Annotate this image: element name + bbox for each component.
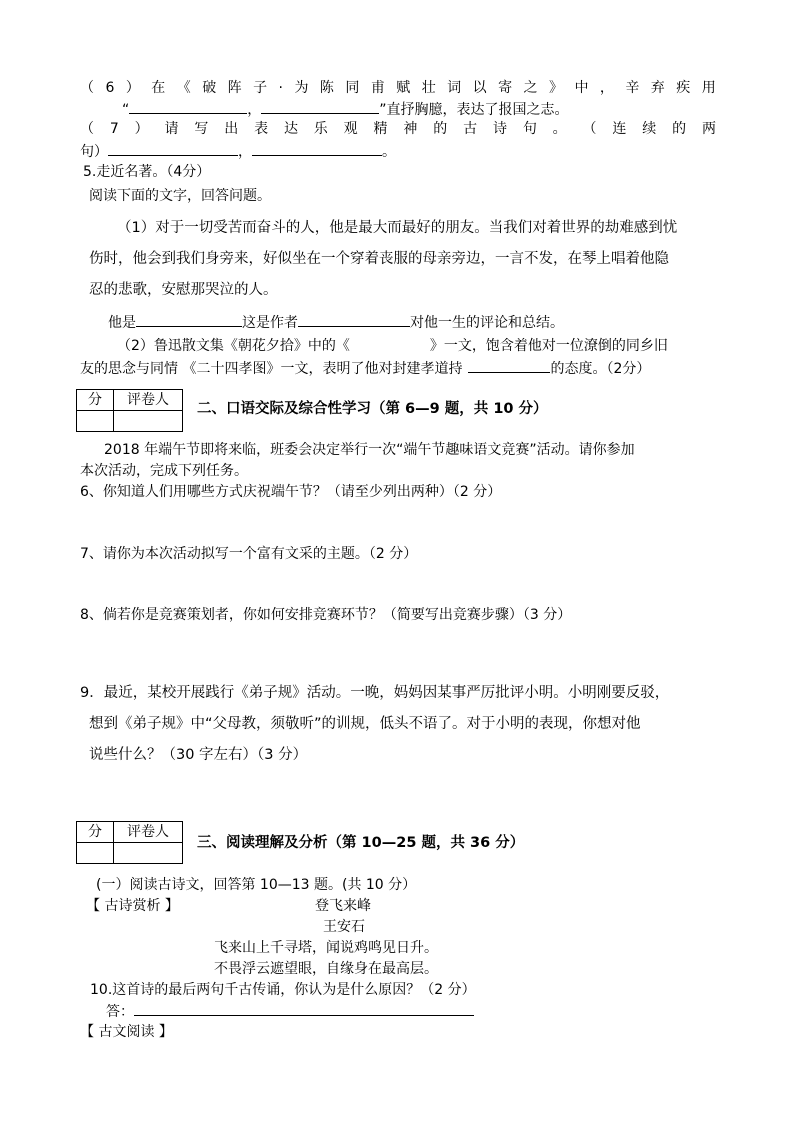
char: 7 bbox=[109, 121, 119, 137]
poem-line2: 不畏浮云遮望眼，自缘身在最高层。 bbox=[214, 961, 438, 977]
char: 》 bbox=[548, 80, 563, 96]
char: 为 bbox=[294, 80, 309, 96]
section2-intro-line1: 2018 年端午节即将来临，班委会决定举行一次“端午节趣味语文竞赛”活动。请你参加 bbox=[104, 442, 635, 458]
poem-title: 登飞来峰 bbox=[315, 898, 371, 914]
char: 连 bbox=[612, 121, 627, 137]
char: · bbox=[278, 80, 283, 96]
score-label: 分 bbox=[77, 390, 114, 411]
char: 诗 bbox=[492, 121, 507, 137]
char: 用 bbox=[701, 80, 716, 96]
grader-label: 评卷人 bbox=[114, 822, 183, 843]
score-box-section3 bbox=[76, 821, 183, 864]
char: 精 bbox=[373, 121, 388, 137]
score-cell[interactable] bbox=[77, 843, 114, 864]
char: 观 bbox=[343, 121, 358, 137]
q4-6-line2 bbox=[122, 99, 569, 120]
char: 同 bbox=[345, 80, 360, 96]
score-box-section2 bbox=[76, 389, 183, 432]
q9-line2: 想到《弟子规》中“父母教，须敬听”的训规，低头不语了。对于小明的表现，你想对他 bbox=[89, 716, 641, 732]
char: 达 bbox=[283, 121, 298, 137]
grader-cell[interactable] bbox=[114, 843, 183, 864]
char: 乐 bbox=[313, 121, 328, 137]
char: 甫 bbox=[370, 80, 385, 96]
q4-7-line1 bbox=[80, 119, 716, 139]
char: 破 bbox=[202, 80, 217, 96]
comma: ， bbox=[247, 102, 262, 118]
char: 古 bbox=[463, 121, 478, 137]
char: （ bbox=[80, 121, 94, 137]
char: ） bbox=[125, 80, 140, 96]
char: 6 bbox=[105, 80, 115, 96]
char: 中 bbox=[574, 80, 589, 96]
q5-p1-line2: 伤时，他会到我们身旁来，好似坐在一个穿着丧服的母亲旁边，一言不发，在琴上唱着他隐 bbox=[89, 251, 669, 267]
open-quote: “ bbox=[122, 102, 130, 118]
char: （ bbox=[582, 121, 597, 137]
section2-title: 二、口语交际及综合性学习（第 6—9 题，共 10 分） bbox=[197, 401, 548, 417]
char: 壮 bbox=[421, 80, 436, 96]
q10: 10.这首诗的最后两句千古传诵，你认为是什么原因？（2 分） bbox=[90, 982, 476, 998]
poem-line1: 飞来山上千寻塔，闻说鸡鸣见日升。 bbox=[214, 940, 438, 956]
char: 两 bbox=[701, 121, 716, 137]
q5-p1-line3: 忍的悲歌，安慰那哭泣的人。 bbox=[89, 282, 278, 298]
char: 续 bbox=[642, 121, 657, 137]
char: 以 bbox=[472, 80, 487, 96]
q8: 8、倘若你是竞赛策划者，你如何安排竞赛环节？（简要写出竞赛步骤）（3 分） bbox=[80, 607, 572, 623]
char: 请 bbox=[164, 121, 179, 137]
char: 词 bbox=[447, 80, 462, 96]
section2-intro-line2: 本次活动，完成下列任务。 bbox=[80, 463, 248, 479]
answer-blank[interactable] bbox=[261, 99, 379, 114]
grader-label: 评卷人 bbox=[114, 390, 183, 411]
answer-blank[interactable] bbox=[108, 141, 238, 156]
char: 弃 bbox=[650, 80, 665, 96]
q5-p2-c: 友的思念与同情 《二十四孝图》一文，表明了他对封建孝道持 bbox=[80, 361, 463, 377]
char: 神 bbox=[403, 121, 418, 137]
q4-7-end: 。 bbox=[382, 144, 396, 160]
char: 的 bbox=[433, 121, 448, 137]
char: 辛 bbox=[625, 80, 640, 96]
answer-label: 答： bbox=[106, 1004, 134, 1020]
char: 之 bbox=[523, 80, 538, 96]
score-cell[interactable] bbox=[77, 411, 114, 432]
classical-label: 【 古文阅读 】 bbox=[80, 1024, 173, 1040]
q4-6-end: ”直抒胸臆，表达了报国之志。 bbox=[379, 102, 569, 118]
section3-title: 三、阅读理解及分析（第 10—25 题，共 36 分） bbox=[197, 835, 525, 851]
answer-blank[interactable] bbox=[468, 358, 550, 373]
q5-p2-line1 bbox=[117, 336, 668, 356]
q5-p1-line1: （1）对于一切受苦而奋斗的人，他是最大而最好的朋友。当我们对着世界的劫难感到忧 bbox=[117, 220, 678, 236]
char: 。 bbox=[552, 121, 567, 137]
char: 寄 bbox=[498, 80, 513, 96]
grader-cell[interactable] bbox=[114, 411, 183, 432]
char: （ bbox=[80, 80, 94, 96]
char: 出 bbox=[224, 121, 239, 137]
q5-p2-a: （2）鲁迅散文集《朝花夕拾》中的《 bbox=[117, 338, 350, 354]
char: 写 bbox=[194, 121, 209, 137]
q6: 6、你知道人们用哪些方式庆祝端午节？（请至少列出两种）（2 分） bbox=[80, 484, 502, 500]
answer-blank[interactable] bbox=[298, 312, 410, 327]
char: ， bbox=[599, 80, 614, 96]
char: 子 bbox=[253, 80, 268, 96]
q5-p1-q-c: 对他一生的评论和总结。 bbox=[410, 315, 564, 331]
section3-sub1: (一）阅读古诗文，回答第 10—13 题。(共 10 分） bbox=[96, 877, 417, 893]
char: ） bbox=[134, 121, 149, 137]
char: 《 bbox=[176, 80, 191, 96]
poem-label: 【 古诗赏析 】 bbox=[86, 898, 179, 914]
char: 句 bbox=[522, 121, 537, 137]
q4-6-line1 bbox=[80, 78, 716, 98]
char: 在 bbox=[151, 80, 166, 96]
q5-p1-q-b: 这是作者 bbox=[242, 315, 298, 331]
q5-p1-question bbox=[108, 312, 564, 333]
score-label: 分 bbox=[77, 822, 114, 843]
char: 阵 bbox=[227, 80, 242, 96]
char: 赋 bbox=[396, 80, 411, 96]
answer-blank[interactable] bbox=[136, 312, 242, 327]
poem-author: 王安石 bbox=[323, 919, 365, 935]
char: 表 bbox=[254, 121, 269, 137]
q4-7-line2 bbox=[80, 141, 396, 162]
char: 陈 bbox=[319, 80, 334, 96]
answer-blank[interactable] bbox=[252, 141, 382, 156]
q5-title: 5.走近名著。（4分） bbox=[83, 164, 211, 180]
q5-p1-q-a: 他是 bbox=[108, 315, 136, 331]
q9-line3: 说些什么？（30 字左右）（3 分） bbox=[89, 747, 308, 763]
answer-blank[interactable] bbox=[129, 99, 247, 114]
q5-instruction: 阅读下面的文字，回答问题。 bbox=[89, 188, 271, 204]
q5-p2-d: 的态度。（2分） bbox=[550, 361, 651, 377]
q4-7-line2-start: 句） bbox=[80, 144, 108, 160]
q7: 7、请你为本次活动拟写一个富有文采的主题。（2 分） bbox=[80, 546, 418, 562]
char: 疾 bbox=[676, 80, 691, 96]
q5-p2-b: 》一文，饱含着他对一位潦倒的同乡旧 bbox=[429, 338, 668, 354]
comma: ， bbox=[238, 144, 252, 160]
q9-line1: 9．最近，某校开展践行《弟子规》活动。一晚，妈妈因某事严厉批评小明。小明刚要反驳， bbox=[80, 685, 670, 701]
q10-answer-line bbox=[106, 1001, 474, 1022]
answer-blank[interactable] bbox=[134, 1001, 474, 1016]
char: 的 bbox=[672, 121, 687, 137]
q5-p2-line2 bbox=[80, 358, 650, 379]
